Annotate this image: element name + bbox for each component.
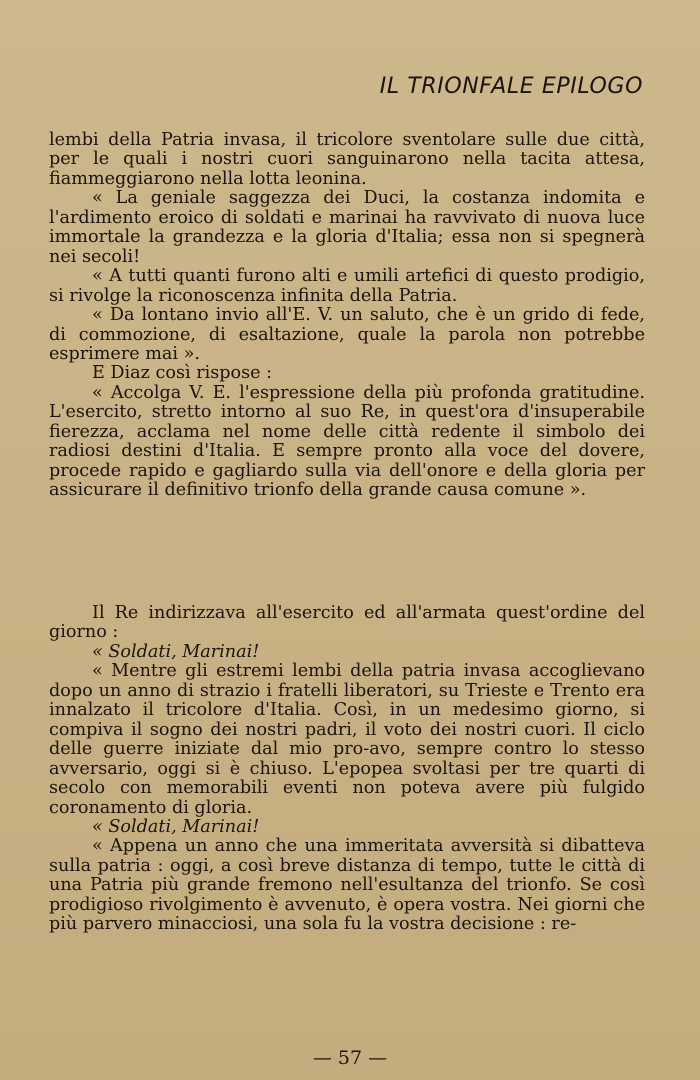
running-head: IL TRIONFALE EPILOGO [379, 74, 643, 99]
paragraph: « Accolga V. E. l'espressione della più profonda gratitudine. L'esercito, stretto intorno al suo Re, in quest'ora d'insuperabile fierezza, acclama nel nome delle città redente il simbolo dei radiosi destini d'Italia. E sempre pronto alla voce del dovere, procede rapido e gagliardo sulla via dell'onore e della gloria per assicurare il definitivo trionfo della grande causa comune ». [49, 382, 645, 501]
paragraph: lembi della Patria invasa, il tricolore sventolare sulle due città, per le quali i nostri cuori sanguinarono nella tacita attesa, fiammeggiarono nella lotta leonina. [49, 130, 645, 189]
paragraph: « Da lontano invio all'E. V. un saluto, che è un grido di fede, di commozione, di esaltazione, quale la parola non potrebbe esprimere mai ». [49, 305, 645, 364]
address-line: « Soldati, Marinai! [92, 816, 260, 837]
text-block-bottom [49, 604, 645, 935]
paragraph: Il Re indirizzava all'esercito ed all'armata quest'ordine del giorno : [49, 603, 645, 643]
paragraph: « La geniale saggezza dei Duci, la costanza indomita e l'ardimento eroico di soldati e marinai ha ravvivato di nuova luce immortale la grandezza e la gloria d'Italia; essa non si spegnerà nei secoli! [49, 188, 645, 267]
paragraph: E Diaz così rispose : [92, 363, 273, 384]
paragraph: « A tutti quanti furono alti e umili artefici di questo prodigio, si rivolge la riconoscenza infinita della Patria. [49, 266, 645, 306]
text-block-top [49, 131, 645, 501]
paragraph: « Mentre gli estremi lembi della patria invasa accoglievano dopo un anno di strazio i fratelli liberatori, su Trieste e Trento era innalzato il tricolore d'Italia. Così, in un medesimo giorno, si compiva il sogno dei nostri padri, il voto dei nostri cuori. Il ciclo delle guerre iniziate dal mio pro-avo, sempre contro lo stesso avversario, oggi si è chiuso. L'epopea svoltasi per tre quarti di secolo con memorabili eventi non poteva avere più fulgido coronamento di gloria. [49, 661, 645, 818]
page-number: — 57 — [312, 1047, 388, 1069]
address-line: « Soldati, Marinai! [92, 641, 260, 662]
paragraph: « Appena un anno che una immeritata avversità si dibatteva sulla patria : oggi, a così breve distanza di tempo, tutte le città di una Patria più grande fremono nell'esultanza del trionfo. Se così prodigioso rivolgimento è avvenuto, è opera vostra. Nei giorni che più parvero minacciosi, una sola fu la vostra decisione : re- [49, 836, 645, 935]
